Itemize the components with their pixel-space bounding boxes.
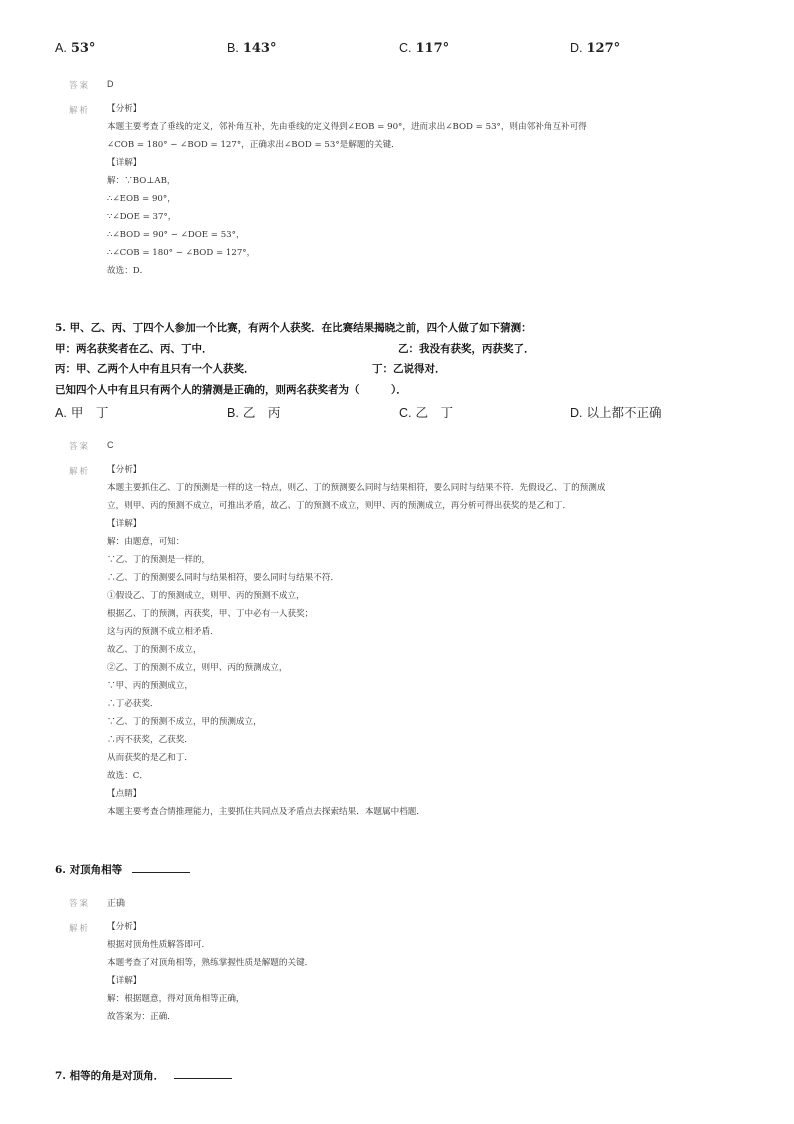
q5-stem: 5. 甲、乙、丙、丁四个人参加一个比赛，有两个人获奖．在比赛结果揭晓之前，四个人做了如下猜测： xyxy=(55,322,532,334)
q5-analysis-line: 根据乙、丁的预测，丙获奖，甲、丁中必有一人获奖； xyxy=(107,609,314,619)
q5-analysis-line: ∵乙、丁的预测是一样的， xyxy=(107,555,211,565)
q4-analysis-line: 本题主要考查了垂线的定义，邻补角互补，先由垂线的定义得到∠EOB = 90°，进而求出∠BOD = 53°，则由邻补角互补可得 xyxy=(107,122,587,132)
q5-analysis-line: 【详解】 xyxy=(107,519,142,529)
q4-analysis-label: 解析 xyxy=(69,105,91,115)
q6-analysis-line: 【详解】 xyxy=(107,976,142,986)
q5-answer: C xyxy=(107,440,114,450)
q6-answer-blank[interactable] xyxy=(132,862,190,873)
q4-analysis-line: 故选：D． xyxy=(107,266,149,276)
q4-analysis-line: ∴∠EOB = 90°， xyxy=(107,194,176,204)
q5-guess-bing: 丙：甲、乙两个人中有且只有一个人获奖． xyxy=(55,363,255,375)
q5-analysis-line: 故选：C． xyxy=(107,771,148,781)
q7-stem: 7. 相等的角是对顶角． xyxy=(55,1068,232,1083)
q5-analysis-line: 立，则甲、丙的预测不成立，可推出矛盾，故乙、丁的预测不成立，则甲、丙的预测成立，再分析可得出获奖的是乙和丁． xyxy=(107,501,572,511)
q7-answer-blank[interactable] xyxy=(174,1068,232,1079)
q4-option-c[interactable]: C. 117° xyxy=(399,41,450,56)
q5-guess-ding: 丁：乙说得对． xyxy=(372,363,446,375)
q5-analysis-line: ∵甲、丙的预测成立， xyxy=(107,681,193,691)
q5-analysis-line: ①假设乙、丁的预测成立，则甲、丙的预测不成立， xyxy=(107,591,305,601)
q6-analysis-line: 本题考查了对顶角相等，熟练掌握性质是解题的关键． xyxy=(107,958,314,968)
q5-guess-yi: 乙：我没有获奖，丙获奖了． xyxy=(398,343,535,355)
q5-option-c[interactable]: C. 乙 丁 xyxy=(399,406,454,420)
q5-analysis-line: 故乙、丁的预测不成立， xyxy=(107,645,202,655)
q4-analysis-line: ∴∠COB = 180° − ∠BOD = 127°， xyxy=(107,248,256,258)
q5-analysis-line: 【点睛】 xyxy=(107,789,142,799)
q4-analysis-line: 【详解】 xyxy=(107,158,142,168)
q6-answer-label: 答案 xyxy=(69,898,91,908)
q5-analysis-line: 解：由题意，可知： xyxy=(107,537,185,547)
q5-option-a[interactable]: A. 甲 丁 xyxy=(55,406,109,420)
q5-option-d[interactable]: D. 以上都不正确 xyxy=(570,406,662,420)
q5-analysis-line: ∴丁必获奖． xyxy=(107,699,159,709)
q4-option-a[interactable]: A. 53° xyxy=(55,41,96,56)
q6-stem: 6. 对顶角相等 xyxy=(55,862,190,877)
q5-analysis-line: 这与丙的预测不成立相矛盾． xyxy=(107,627,219,637)
q5-analysis-line: 【分析】 xyxy=(107,465,142,475)
q4-option-b[interactable]: B. 143° xyxy=(227,41,277,56)
q5-analysis-line: ②乙、丁的预测不成立，则甲、丙的预测成立， xyxy=(107,663,288,673)
q5-analysis-line: 从而获奖的是乙和丁． xyxy=(107,753,193,763)
q4-analysis-line: ∴∠BOD = 90° − ∠DOE = 53°， xyxy=(107,230,245,240)
q5-analysis-line: ∴乙、丁的预测要么同时与结果相符，要么同时与结果不符． xyxy=(107,573,340,583)
q4-answer: D xyxy=(107,79,114,89)
q5-question: 已知四个人中有且只有两个人的猜测是正确的，则两名获奖者为（ ）． xyxy=(55,384,407,396)
q5-guess-jia: 甲：两名获奖者在乙、丙、丁中． xyxy=(55,343,213,355)
q4-answer-label: 答案 xyxy=(69,80,91,90)
q6-analysis-line: 【分析】 xyxy=(107,922,142,932)
q6-analysis-label: 解析 xyxy=(69,923,91,933)
q5-analysis-line: ∵乙、丁的预测不成立，甲的预测成立， xyxy=(107,717,262,727)
q4-analysis-line: ∵∠DOE = 37°， xyxy=(107,212,177,222)
q6-analysis-line: 解：根据题意，得对顶角相等正确， xyxy=(107,994,245,1004)
q4-option-d[interactable]: D. 127° xyxy=(570,41,621,56)
q5-analysis-line: 本题主要考查合情推理能力，主要抓住共同点及矛盾点去探索结果．本题属中档题． xyxy=(107,807,425,817)
q5-analysis-line: ∴丙不获奖，乙获奖． xyxy=(107,735,193,745)
q6-analysis-line: 故答案为：正确． xyxy=(107,1012,176,1022)
q5-analysis-label: 解析 xyxy=(69,466,91,476)
q4-analysis-line: 【分析】 xyxy=(107,104,142,114)
q5-option-b[interactable]: B. 乙 丙 xyxy=(227,406,281,420)
q4-analysis-line: ∠COB = 180° − ∠BOD = 127°，正确求出∠BOD = 53°是解题的关键． xyxy=(107,140,400,150)
q6-analysis-line: 根据对顶角性质解答即可． xyxy=(107,940,211,950)
q4-analysis-line: 解：∵BO⊥AB， xyxy=(107,176,176,186)
q5-analysis-line: 本题主要抓住乙、丁的预测是一样的这一特点，则乙、丁的预测要么同时与结果相符，要么同时与结果不符．先假设乙、丁的预测成 xyxy=(107,483,606,493)
q5-answer-label: 答案 xyxy=(69,441,91,451)
q6-answer: 正确 xyxy=(107,899,126,909)
